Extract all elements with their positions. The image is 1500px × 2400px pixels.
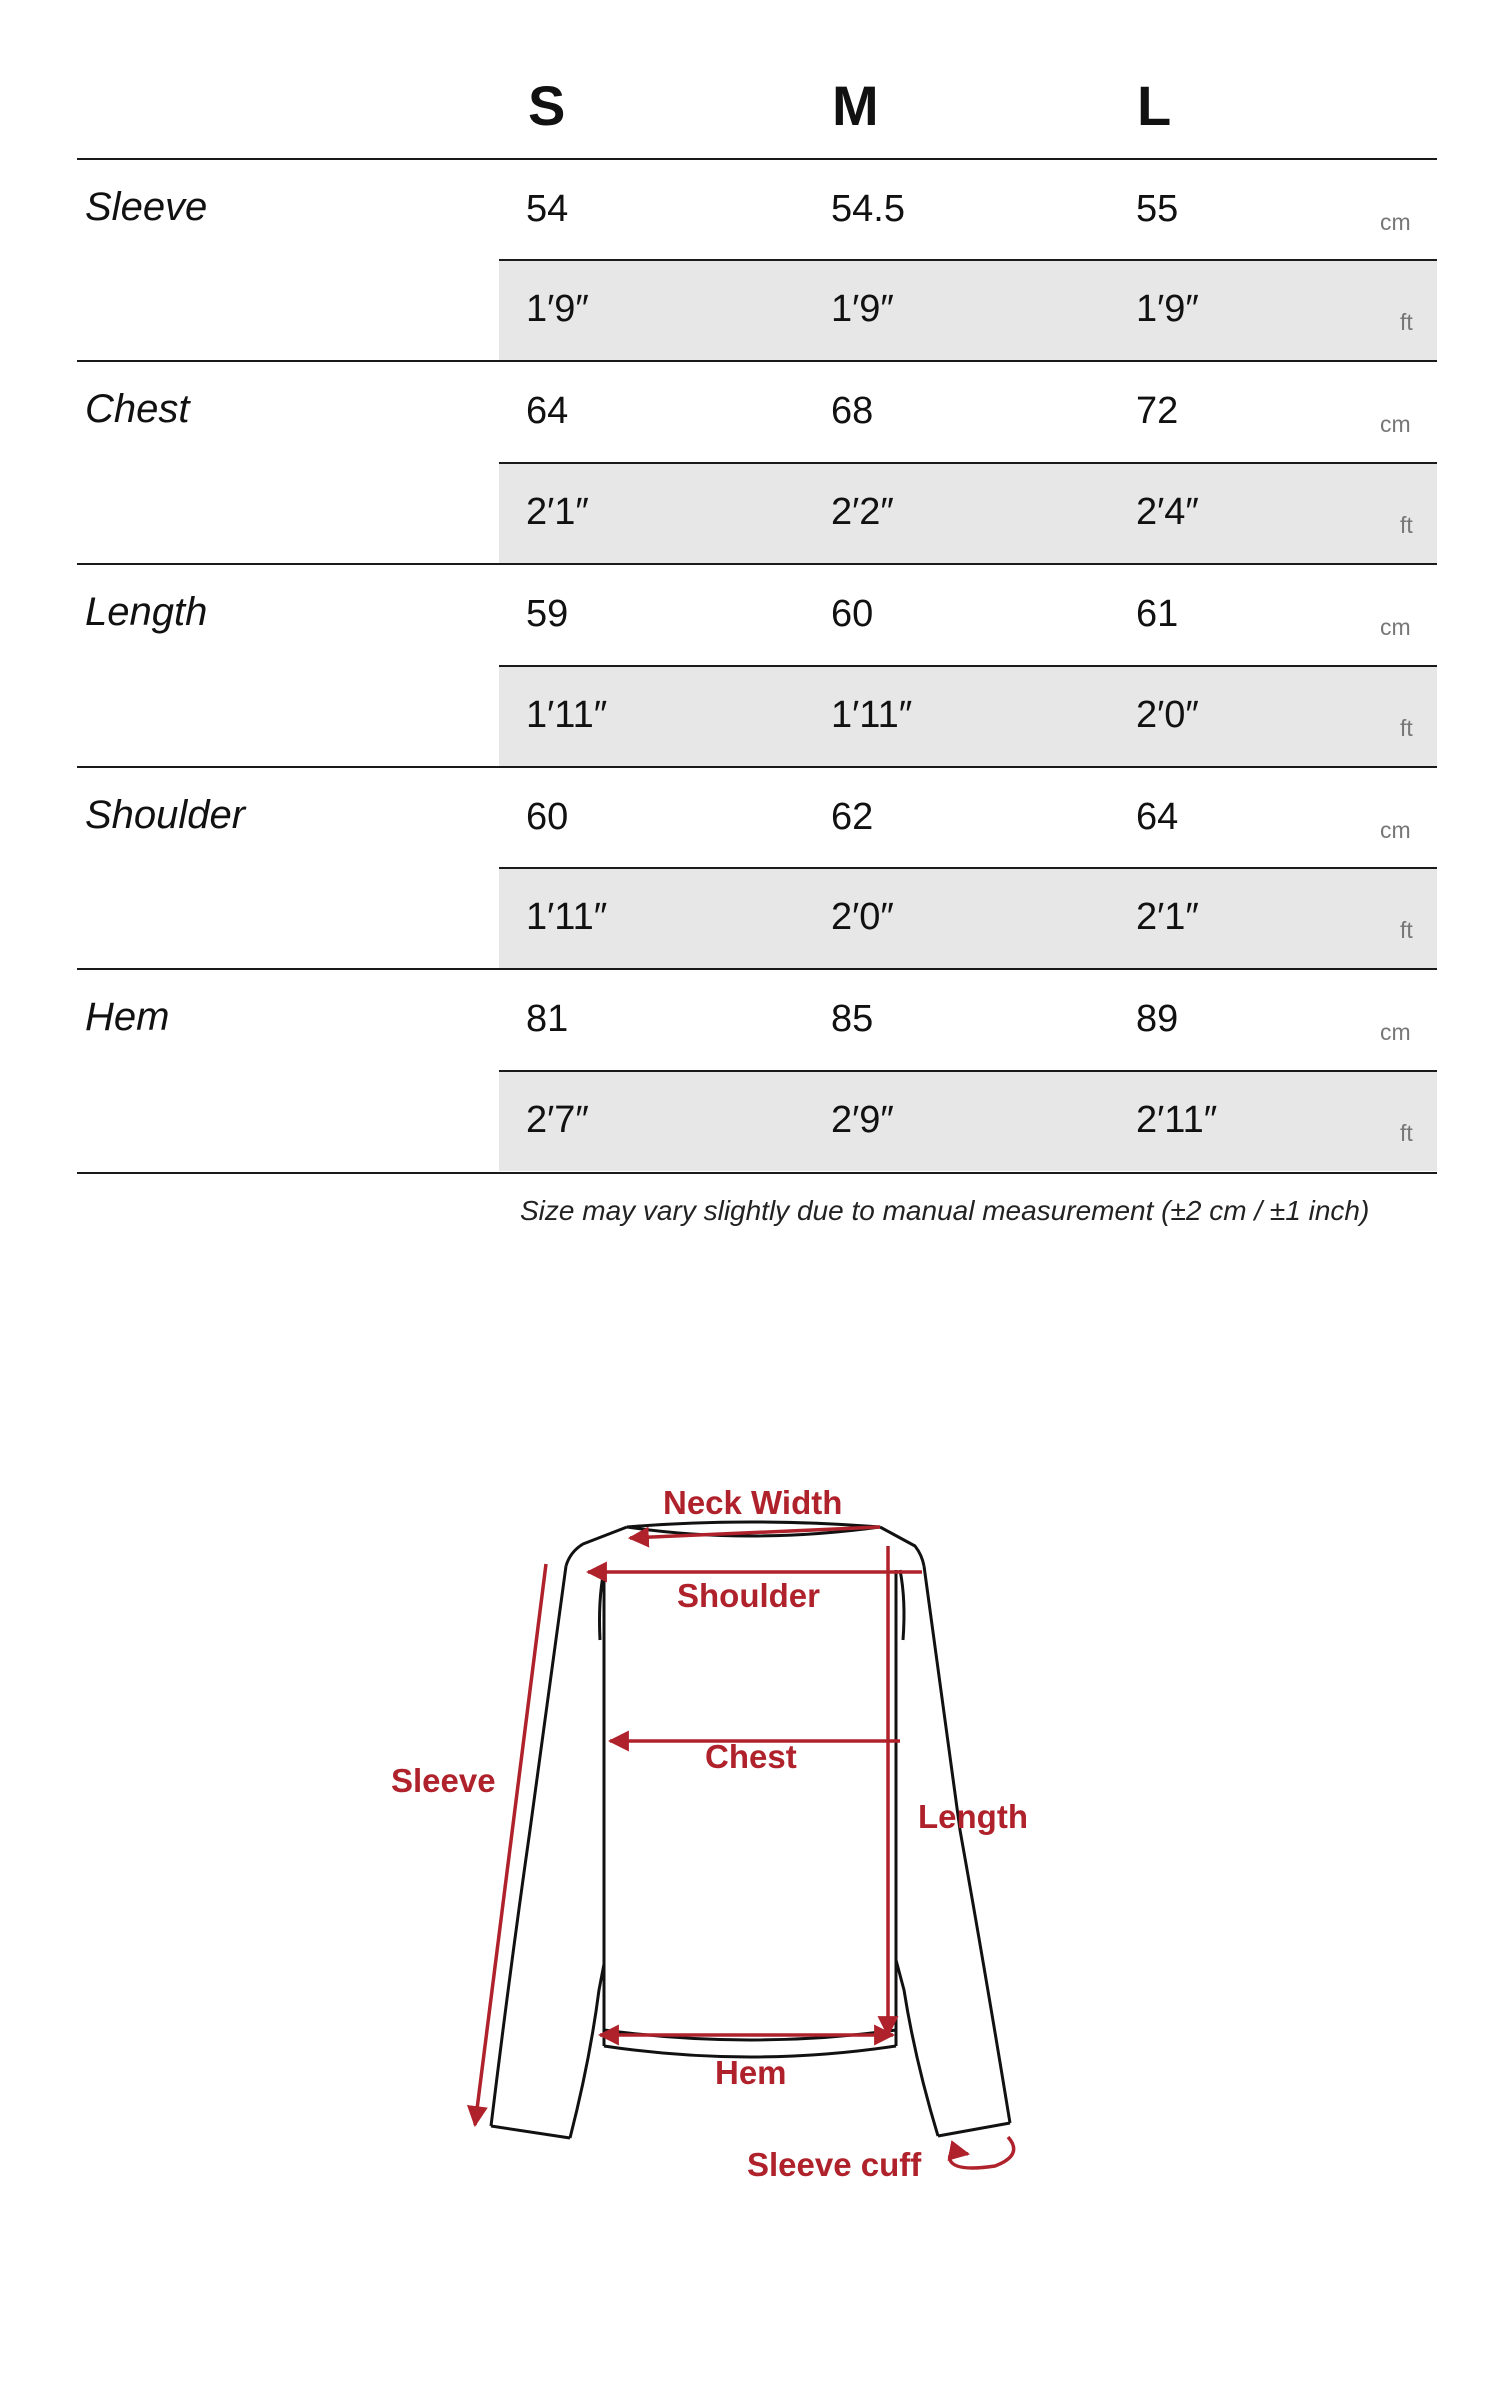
measurement-diagram <box>0 1400 1500 2200</box>
chest-m-ft: 2′2″ <box>831 491 894 533</box>
table-rule <box>499 259 1437 261</box>
table-rule <box>499 462 1437 464</box>
chest-m-cm: 68 <box>831 390 874 432</box>
hem-s-cm: 81 <box>526 998 569 1040</box>
shoulder-m-cm: 62 <box>831 796 874 838</box>
ft-row-shade <box>499 463 1437 563</box>
unit-cm: cm <box>1380 817 1411 843</box>
chest-l-ft: 2′4″ <box>1136 491 1199 533</box>
size-header-l: L <box>1137 74 1172 137</box>
table-rule <box>77 766 1437 768</box>
unit-ft: ft <box>1400 512 1413 538</box>
table-rule <box>77 360 1437 362</box>
table-rule <box>77 968 1437 970</box>
row-label-chest: Chest <box>85 387 190 431</box>
chest-s-ft: 2′1″ <box>526 491 589 533</box>
unit-cm: cm <box>1380 1019 1411 1045</box>
size-header-s: S <box>528 74 566 137</box>
table-rule <box>77 158 1437 160</box>
unit-ft: ft <box>1400 917 1413 943</box>
hem-l-ft: 2′11″ <box>1136 1099 1218 1141</box>
table-rule <box>77 1172 1437 1174</box>
unit-ft: ft <box>1400 715 1413 741</box>
table-rule <box>499 1070 1437 1072</box>
label-sleeve-cuff: Sleeve cuff <box>747 2146 922 2183</box>
sleeve-cuff-arrow <box>950 2137 1014 2168</box>
length-l-ft: 2′0″ <box>1136 694 1199 736</box>
label-length: Length <box>918 1798 1028 1835</box>
length-s-cm: 59 <box>526 593 569 635</box>
sleeve-m-ft: 1′9″ <box>831 288 894 330</box>
hem-m-ft: 2′9″ <box>831 1099 894 1141</box>
sleeve-s-cm: 54 <box>526 188 569 230</box>
ft-row-shade <box>499 260 1437 360</box>
row-label-length: Length <box>85 590 208 634</box>
row-label-shoulder: Shoulder <box>85 793 246 837</box>
unit-cm: cm <box>1380 411 1411 437</box>
shoulder-l-cm: 64 <box>1136 796 1179 838</box>
label-hem: Hem <box>715 2054 787 2091</box>
measurement-footnote: Size may vary slightly due to manual measurement (±2 cm / ±1 inch) <box>520 1195 1370 1226</box>
ft-row-shade <box>499 666 1437 766</box>
length-m-cm: 60 <box>831 593 874 635</box>
hem-l-cm: 89 <box>1136 998 1179 1040</box>
ft-row-shade <box>499 868 1437 968</box>
sleeve-arrow <box>475 1564 546 2125</box>
hem-s-ft: 2′7″ <box>526 1099 589 1141</box>
table-rule <box>499 665 1437 667</box>
sleeve-l-ft: 1′9″ <box>1136 288 1199 330</box>
length-s-ft: 1′11″ <box>526 694 608 736</box>
unit-ft: ft <box>1400 309 1413 335</box>
shoulder-s-ft: 1′11″ <box>526 896 608 938</box>
row-label-sleeve: Sleeve <box>85 185 208 229</box>
chest-l-cm: 72 <box>1136 390 1179 432</box>
shoulder-m-ft: 2′0″ <box>831 896 894 938</box>
size-header-m: M <box>832 74 879 137</box>
label-chest: Chest <box>705 1738 797 1775</box>
length-m-ft: 1′11″ <box>831 694 913 736</box>
label-shoulder: Shoulder <box>677 1577 821 1614</box>
row-label-hem: Hem <box>85 995 170 1039</box>
unit-cm: cm <box>1380 209 1411 235</box>
shoulder-s-cm: 60 <box>526 796 569 838</box>
sleeve-s-ft: 1′9″ <box>526 288 589 330</box>
label-neck-width: Neck Width <box>663 1484 843 1521</box>
unit-ft: ft <box>1400 1120 1413 1146</box>
unit-cm: cm <box>1380 614 1411 640</box>
sleeve-l-cm: 55 <box>1136 188 1179 230</box>
table-rule <box>77 563 1437 565</box>
hem-m-cm: 85 <box>831 998 874 1040</box>
ft-row-shade <box>499 1071 1437 1171</box>
chest-s-cm: 64 <box>526 390 569 432</box>
label-sleeve: Sleeve <box>391 1762 496 1799</box>
shoulder-l-ft: 2′1″ <box>1136 896 1199 938</box>
length-l-cm: 61 <box>1136 593 1179 635</box>
table-rule <box>499 867 1437 869</box>
sleeve-m-cm: 54.5 <box>831 188 905 230</box>
